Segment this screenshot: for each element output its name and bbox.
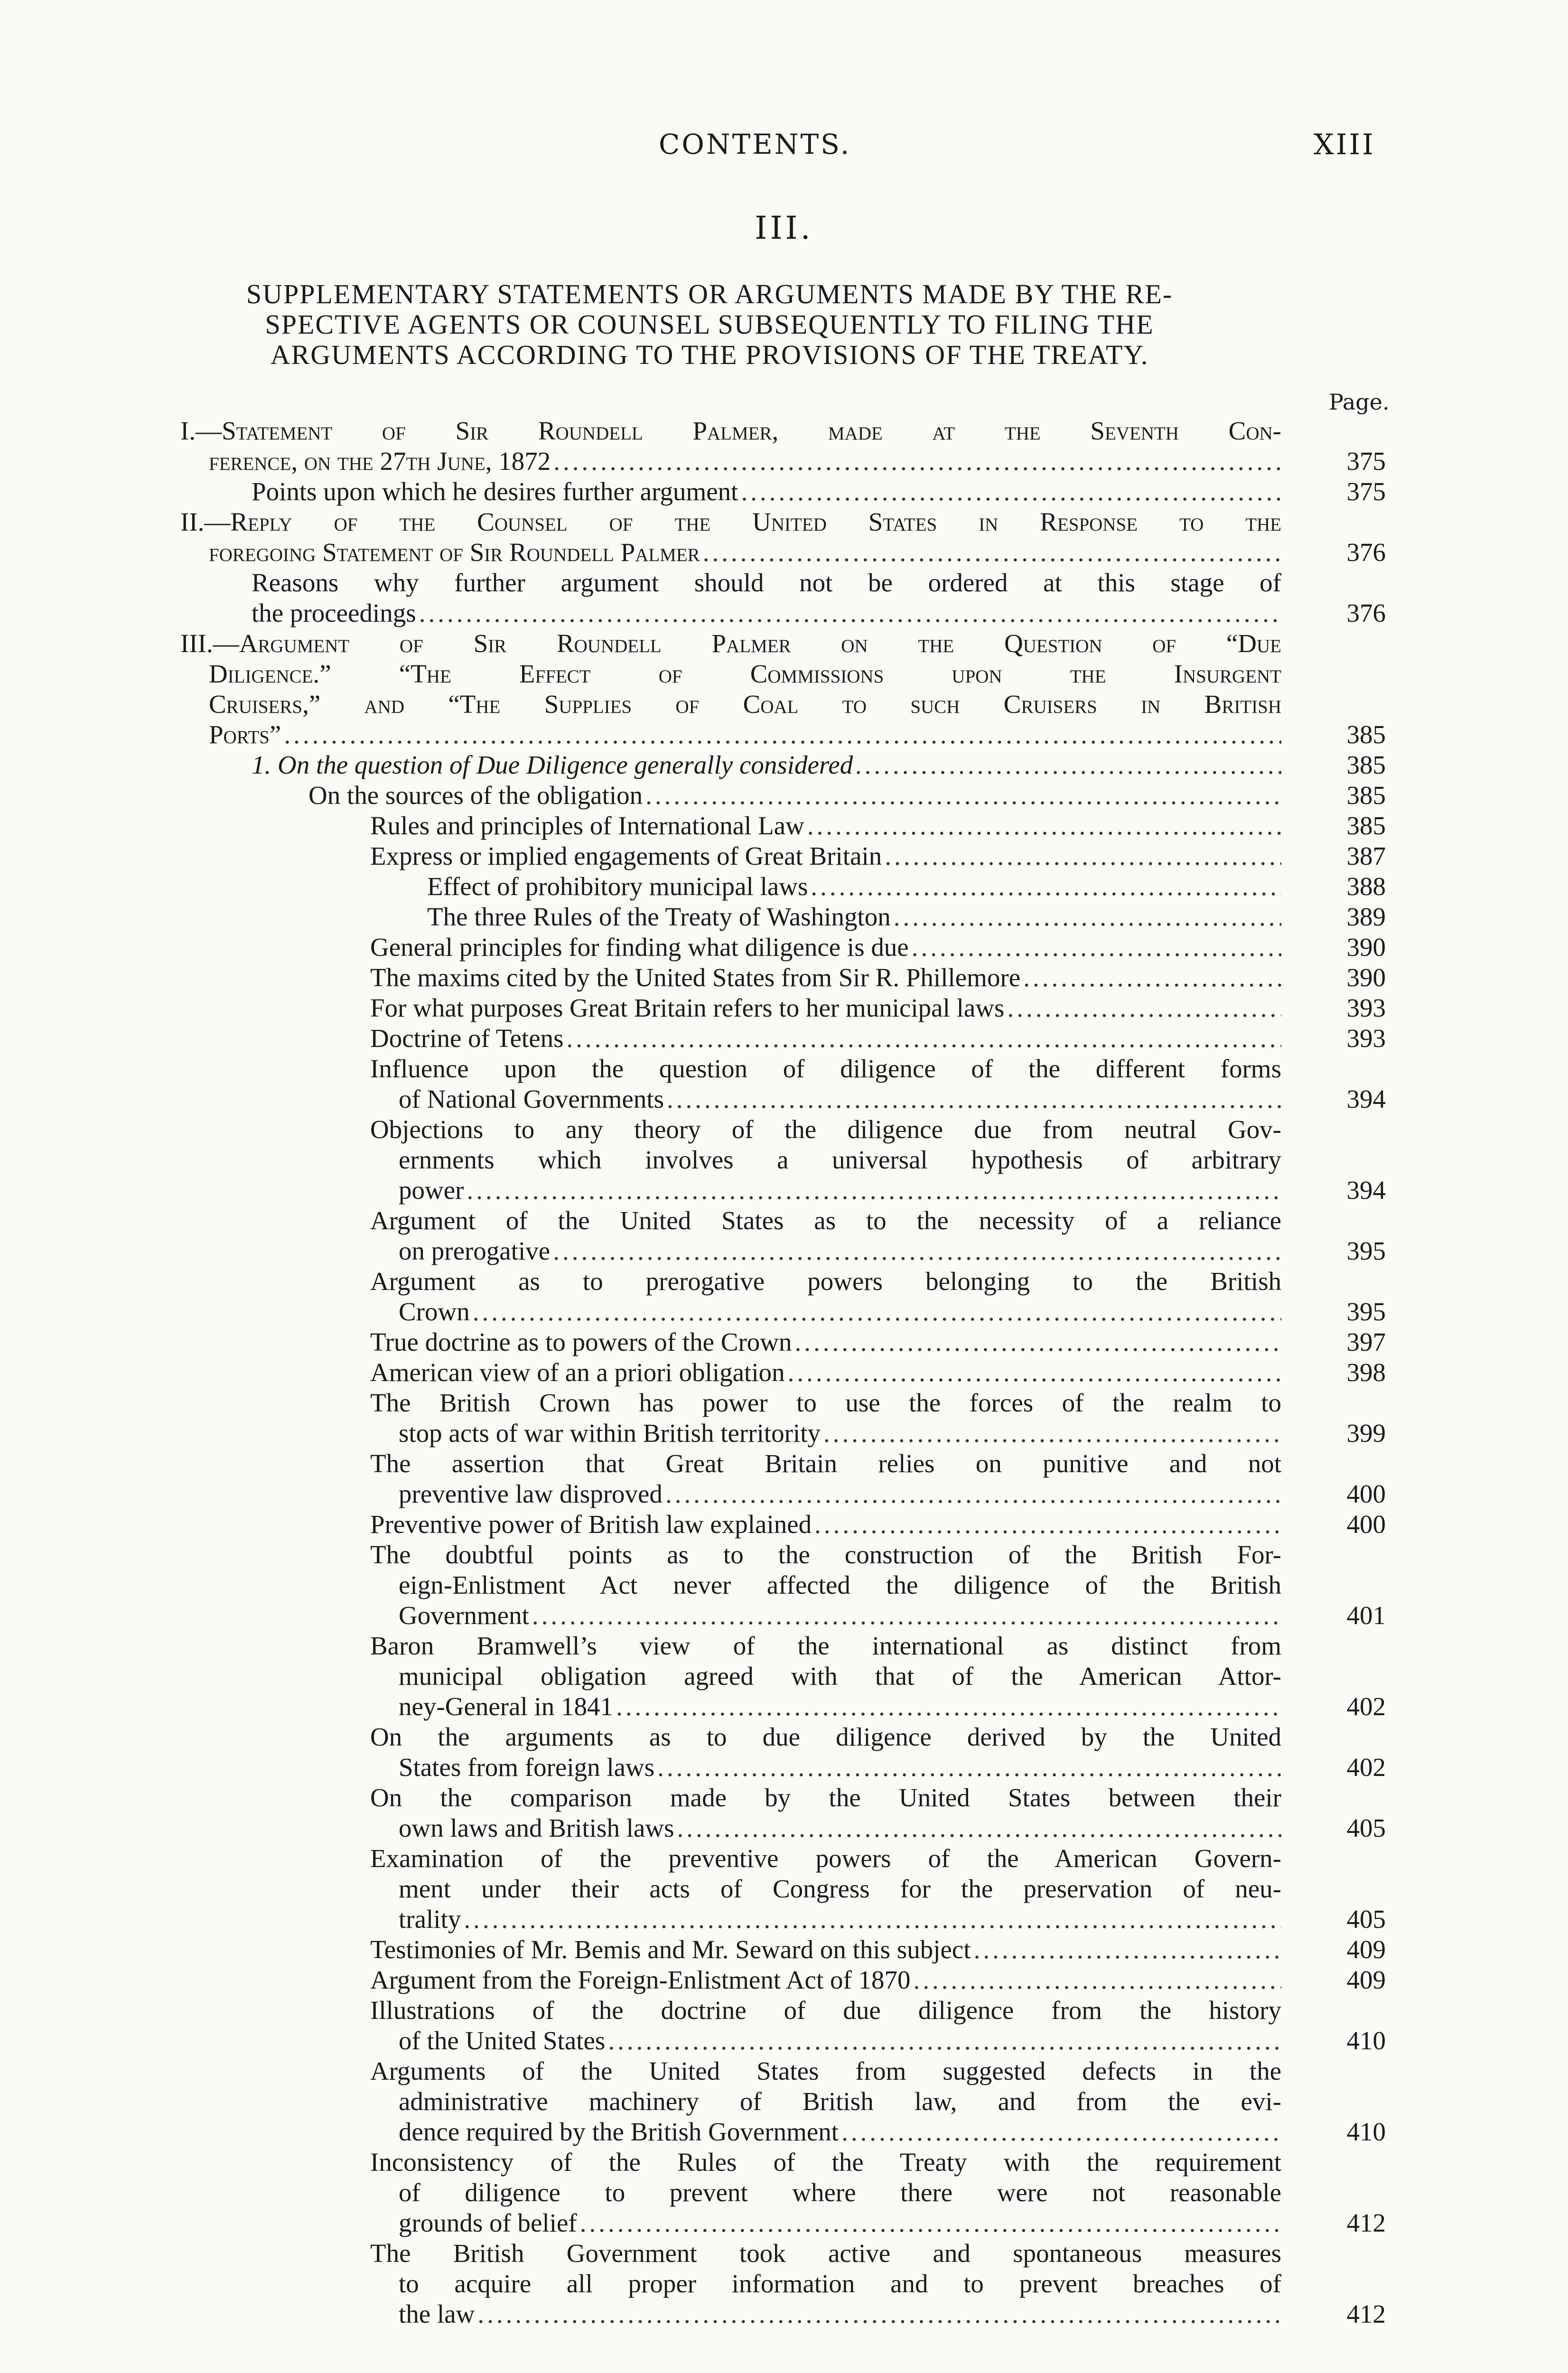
- dot-leader: [788, 1357, 1281, 1388]
- dot-leader: [912, 932, 1281, 962]
- toc-page-number: 405: [1346, 1813, 1386, 1842]
- toc-entry: [180, 993, 1386, 1023]
- dot-leader: [894, 902, 1281, 932]
- dot-leader: [677, 1813, 1281, 1843]
- toc-entry: [180, 1965, 1386, 1995]
- toc-entry-text: Testimonies of Mr. Bemis and Mr. Seward on this subject: [370, 1935, 971, 1964]
- toc-entry-text: General principles for finding what diligence is due: [370, 933, 909, 962]
- toc-entry: [180, 750, 1386, 780]
- running-head: [0, 128, 1568, 171]
- toc-page-number: 376: [1346, 598, 1386, 627]
- toc-entry: [180, 628, 1386, 750]
- toc-entry-text: Doctrine of Tetens: [370, 1024, 564, 1053]
- toc-entry: [180, 568, 1386, 628]
- toc-page-number: 387: [1346, 841, 1386, 870]
- toc-entry-line: eign-Enlistment Act never affected the diligence of the British: [399, 1570, 1281, 1599]
- toc-entry-text: American view of an a priori obligation: [370, 1358, 785, 1387]
- dot-leader: [608, 2026, 1281, 2056]
- toc-entry-line: [209, 537, 1281, 568]
- toc-entry: [180, 1388, 1386, 1448]
- page-number: XIII: [1314, 128, 1375, 161]
- toc-entry-line: [370, 993, 1281, 1023]
- toc-page-number: 402: [1346, 1753, 1386, 1782]
- toc-entry: [180, 1509, 1386, 1540]
- toc-entry-line: On the comparison made by the United States between their: [370, 1783, 1281, 1812]
- toc-entry-line: [399, 1600, 1281, 1631]
- toc-entry-line: [370, 1327, 1281, 1357]
- dot-leader: [741, 476, 1281, 507]
- toc-entry-line: [370, 841, 1281, 871]
- toc-entry-text: on prerogative: [399, 1236, 551, 1265]
- toc-entry-line: Inconsistency of the Rules of the Treaty with the requirement: [370, 2148, 1281, 2177]
- toc-entry-line: [252, 476, 1281, 507]
- toc-page-number: 376: [1346, 538, 1386, 567]
- toc-entry-line: On the arguments as to due diligence derived by the United: [370, 1722, 1281, 1751]
- toc-entry-line: [427, 902, 1281, 932]
- toc-entry: [180, 2238, 1386, 2329]
- table-of-contents: [180, 416, 1386, 2329]
- toc-entry-text: foregoing Statement of Sir Roundell Palmer: [209, 538, 700, 567]
- toc-entry: [180, 932, 1386, 962]
- toc-entry-text: preventive law disproved: [399, 1479, 663, 1508]
- toc-page-number: 400: [1346, 1479, 1386, 1508]
- toc-entry-line: [399, 1297, 1281, 1327]
- toc-entry-line: [209, 446, 1281, 476]
- toc-entry-text: On the sources of the obligation: [308, 781, 643, 810]
- toc-entry-line: II.—Reply of the Counsel of the United States in Response to the: [180, 507, 1281, 536]
- toc-entry-line: The doubtful points as to the construction of the British For-: [370, 1540, 1281, 1569]
- toc-entry-line: Illustrations of the doctrine of due diligence from the history: [370, 1996, 1281, 2025]
- toc-page-number: 375: [1346, 477, 1386, 506]
- toc-entry-text: of National Governments: [399, 1084, 664, 1113]
- toc-page-number: 385: [1346, 720, 1386, 749]
- toc-entry-line: [399, 1084, 1281, 1114]
- toc-entry-line: Cruisers,” and “The Supplies of Coal to such Cruisers in British: [209, 690, 1281, 719]
- toc-entry-text: ney-General in 1841: [399, 1692, 614, 1721]
- dot-leader: [477, 2299, 1281, 2329]
- toc-page-number: 405: [1346, 1905, 1386, 1934]
- toc-entry: [180, 962, 1386, 993]
- toc-entry-line: Argument as to prerogative powers belonging to the British: [370, 1267, 1281, 1296]
- toc-entry-line: ment under their acts of Congress for the preservation of neu-: [399, 1874, 1281, 1903]
- toc-entry-line: [399, 2117, 1281, 2147]
- toc-entry-text: Express or implied engagements of Great Britain: [370, 841, 882, 870]
- toc-entry: [180, 1357, 1386, 1388]
- toc-page-number: 401: [1346, 1601, 1386, 1630]
- toc-entry-line: [308, 780, 1281, 811]
- toc-entry-line: Baron Bramwell’s view of the international as distinct from: [370, 1631, 1281, 1660]
- toc-entry-line: [399, 1691, 1281, 1722]
- toc-entry-text: The maxims cited by the United States from Sir R. Phillemore: [370, 963, 1021, 992]
- toc-entry-text: own laws and British laws: [399, 1813, 674, 1842]
- toc-page-number: 412: [1346, 2208, 1386, 2237]
- toc-entry-text: For what purposes Great Britain refers to her municipal laws: [370, 993, 1005, 1022]
- toc-entry: [180, 902, 1386, 932]
- toc-page-number: 397: [1346, 1327, 1386, 1356]
- toc-entry-line: III.—Argument of Sir Roundell Palmer on the Question of “Due: [180, 629, 1281, 658]
- toc-entry: [180, 1631, 1386, 1722]
- toc-entry-text: Crown: [399, 1297, 470, 1326]
- dot-leader: [284, 719, 1281, 750]
- toc-page-number: 385: [1346, 781, 1386, 810]
- toc-entry-line: [252, 750, 1281, 780]
- toc-entry-line: [399, 2026, 1281, 2056]
- toc-entry: [180, 2147, 1386, 2238]
- toc-page-number: 385: [1346, 811, 1386, 840]
- dot-leader: [795, 1327, 1281, 1357]
- section-heading: [114, 279, 1305, 370]
- toc-entry-line: [370, 1934, 1281, 1965]
- toc-entry-line: [399, 1904, 1281, 1934]
- toc-entry-line: [209, 719, 1281, 750]
- toc-page-number: 412: [1346, 2299, 1386, 2328]
- toc-page-number: 393: [1346, 1024, 1386, 1053]
- toc-entry-line: [399, 1752, 1281, 1783]
- toc-entry: [180, 1448, 1386, 1509]
- dot-leader: [667, 1084, 1281, 1114]
- toc-entry-text: trality: [399, 1905, 461, 1934]
- toc-entry-text: Government: [399, 1601, 529, 1630]
- toc-entry: [180, 476, 1386, 507]
- toc-entry-line: municipal obligation agreed with that of the American Attor-: [399, 1662, 1281, 1691]
- dot-leader: [841, 2117, 1281, 2147]
- toc-entry-text: Preventive power of British law explained: [370, 1510, 812, 1539]
- dot-leader: [553, 1236, 1281, 1266]
- toc-entry-line: Objections to any theory of the diligence due from neutral Gov-: [370, 1115, 1281, 1144]
- toc-entry: [180, 1540, 1386, 1631]
- toc-entry-line: [370, 1023, 1281, 1054]
- toc-entry-line: of diligence to prevent where there were not reasonable: [399, 2178, 1281, 2207]
- toc-entry-line: [427, 871, 1281, 902]
- toc-entry: [180, 841, 1386, 871]
- toc-entry-text: True doctrine as to powers of the Crown: [370, 1327, 792, 1356]
- toc-page-number: 398: [1346, 1358, 1386, 1387]
- toc-entry-line: administrative machinery of British law, and from the evi-: [399, 2087, 1281, 2116]
- dot-leader: [885, 841, 1281, 871]
- dot-leader: [645, 780, 1281, 811]
- toc-entry-line: [370, 1965, 1281, 1995]
- toc-entry-text: Points upon which he desires further argument: [252, 477, 738, 506]
- dot-leader: [823, 1418, 1281, 1448]
- toc-entry: [180, 507, 1386, 568]
- toc-entry-line: The assertion that Great Britain relies on punitive and not: [370, 1449, 1281, 1478]
- part-number: III.: [755, 210, 813, 246]
- dot-leader: [665, 1479, 1281, 1509]
- toc-entry: [180, 1783, 1386, 1843]
- toc-entry-line: Influence upon the question of diligence of the different forms: [370, 1054, 1281, 1083]
- toc-entry-text: Argument from the Foreign-Enlistment Act of 1870: [370, 1965, 911, 1994]
- dot-leader: [974, 1934, 1281, 1965]
- toc-page-number: 410: [1346, 2026, 1386, 2055]
- dot-leader: [419, 598, 1281, 628]
- toc-entry-text: Ports”: [209, 720, 281, 749]
- page-column-label: Page.: [1329, 389, 1390, 415]
- dot-leader: [464, 1904, 1281, 1934]
- toc-entry-line: [370, 962, 1281, 993]
- toc-entry: [180, 1054, 1386, 1114]
- toc-entry-text: of the United States: [399, 2026, 606, 2055]
- toc-entry-text: dence required by the British Government: [399, 2117, 839, 2146]
- dot-leader: [553, 446, 1281, 476]
- dot-leader: [473, 1297, 1281, 1327]
- toc-page-number: 409: [1346, 1965, 1386, 1994]
- toc-entry-line: to acquire all proper information and to prevent breaches of: [399, 2269, 1281, 2298]
- toc-page-number: 393: [1346, 993, 1386, 1022]
- toc-entry-text: the law: [399, 2299, 475, 2328]
- toc-entry-line: [399, 1813, 1281, 1843]
- toc-entry: [180, 1205, 1386, 1266]
- toc-entry-text: The three Rules of the Treaty of Washington: [427, 902, 891, 931]
- toc-entry: [180, 811, 1386, 841]
- toc-entry-line: The British Government took active and spontaneous measures: [370, 2239, 1281, 2268]
- toc-entry-text: Rules and principles of International Law: [370, 811, 804, 840]
- toc-entry: [180, 2056, 1386, 2147]
- toc-entry-text: Effect of prohibitory municipal laws: [427, 872, 808, 901]
- toc-entry-text: 1. On the question of Due Diligence generally considered: [252, 750, 853, 779]
- toc-entry: [180, 871, 1386, 902]
- toc-entry-line: [399, 1175, 1281, 1205]
- toc-entry-text: the proceedings: [252, 598, 416, 627]
- toc-entry-line: [252, 598, 1281, 628]
- toc-page-number: 385: [1346, 750, 1386, 779]
- toc-entry-line: [370, 811, 1281, 841]
- dot-leader: [532, 1600, 1281, 1631]
- toc-entry: [180, 1995, 1386, 2056]
- toc-entry: [180, 1023, 1386, 1054]
- toc-entry-line: Reasons why further argument should not be ordered at this stage of: [252, 568, 1281, 597]
- toc-entry-text: power: [399, 1176, 464, 1205]
- toc-page-number: 409: [1346, 1935, 1386, 1964]
- running-head-title: CONTENTS.: [659, 128, 851, 160]
- toc-page-number: 389: [1346, 902, 1386, 931]
- dot-leader: [807, 811, 1281, 841]
- dot-leader: [567, 1023, 1281, 1054]
- toc-page-number: 388: [1346, 872, 1386, 901]
- heading-line: SUPPLEMENTARY STATEMENTS OR ARGUMENTS MADE BY THE RE-: [246, 279, 1173, 309]
- dot-leader: [1007, 993, 1281, 1023]
- toc-page-number: 394: [1346, 1084, 1386, 1113]
- toc-entry-line: Diligence.” “The Effect of Commissions upon the Insurgent: [209, 659, 1281, 688]
- toc-page-number: 390: [1346, 963, 1386, 992]
- toc-entry-line: [370, 932, 1281, 962]
- dot-leader: [657, 1752, 1281, 1783]
- toc-entry-line: [399, 1418, 1281, 1448]
- toc-entry-line: [399, 1479, 1281, 1509]
- toc-entry-line: Arguments of the United States from suggested defects in the: [370, 2056, 1281, 2085]
- toc-entry-line: [399, 2208, 1281, 2238]
- toc-entry-text: States from foreign laws: [399, 1753, 655, 1782]
- dot-leader: [1023, 962, 1281, 993]
- toc-page-number: 395: [1346, 1236, 1386, 1265]
- toc-page-number: 410: [1346, 2117, 1386, 2146]
- toc-entry-line: ernments which involves a universal hypothesis of arbitrary: [399, 1145, 1281, 1174]
- toc-entry-line: Examination of the preventive powers of the American Govern-: [370, 1844, 1281, 1873]
- toc-entry: [180, 416, 1386, 476]
- toc-page-number: 400: [1346, 1510, 1386, 1539]
- toc-page-number: 394: [1346, 1176, 1386, 1205]
- toc-entry-text: grounds of belief: [399, 2208, 577, 2237]
- toc-entry: [180, 780, 1386, 811]
- toc-entry: [180, 1114, 1386, 1205]
- toc-entry-text: stop acts of war within British territority: [399, 1419, 821, 1448]
- heading-line: SPECTIVE AGENTS OR COUNSEL SUBSEQUENTLY TO FILING THE: [265, 309, 1154, 340]
- toc-entry: [180, 1722, 1386, 1783]
- toc-page-number: 402: [1346, 1692, 1386, 1721]
- toc-entry: [180, 1843, 1386, 1934]
- toc-page-number: 395: [1346, 1297, 1386, 1326]
- dot-leader: [616, 1691, 1281, 1722]
- toc-entry-line: [399, 1236, 1281, 1266]
- toc-entry: [180, 1934, 1386, 1965]
- toc-entry: [180, 1266, 1386, 1327]
- dot-leader: [856, 750, 1281, 780]
- toc-entry-line: Argument of the United States as to the necessity of a reliance: [370, 1206, 1281, 1235]
- dot-leader: [814, 1509, 1281, 1540]
- toc-entry-line: [370, 1357, 1281, 1388]
- dot-leader: [580, 2208, 1281, 2238]
- toc-page-number: 375: [1346, 447, 1386, 476]
- dot-leader: [811, 871, 1281, 902]
- toc-entry-text: ference, on the 27th June, 1872: [209, 447, 551, 476]
- dot-leader: [914, 1965, 1281, 1995]
- toc-entry-line: [370, 1509, 1281, 1540]
- heading-line: ARGUMENTS ACCORDING TO THE PROVISIONS OF THE TREATY.: [270, 339, 1149, 370]
- dot-leader: [467, 1175, 1281, 1205]
- toc-page-number: 390: [1346, 933, 1386, 962]
- toc-entry-line: [399, 2299, 1281, 2329]
- toc-entry: [180, 1327, 1386, 1357]
- toc-page-number: 399: [1346, 1419, 1386, 1448]
- toc-entry-line: The British Crown has power to use the forces of the realm to: [370, 1388, 1281, 1417]
- dot-leader: [703, 537, 1281, 568]
- toc-entry-line: I.—Statement of Sir Roundell Palmer, made at the Seventh Con-: [180, 416, 1281, 445]
